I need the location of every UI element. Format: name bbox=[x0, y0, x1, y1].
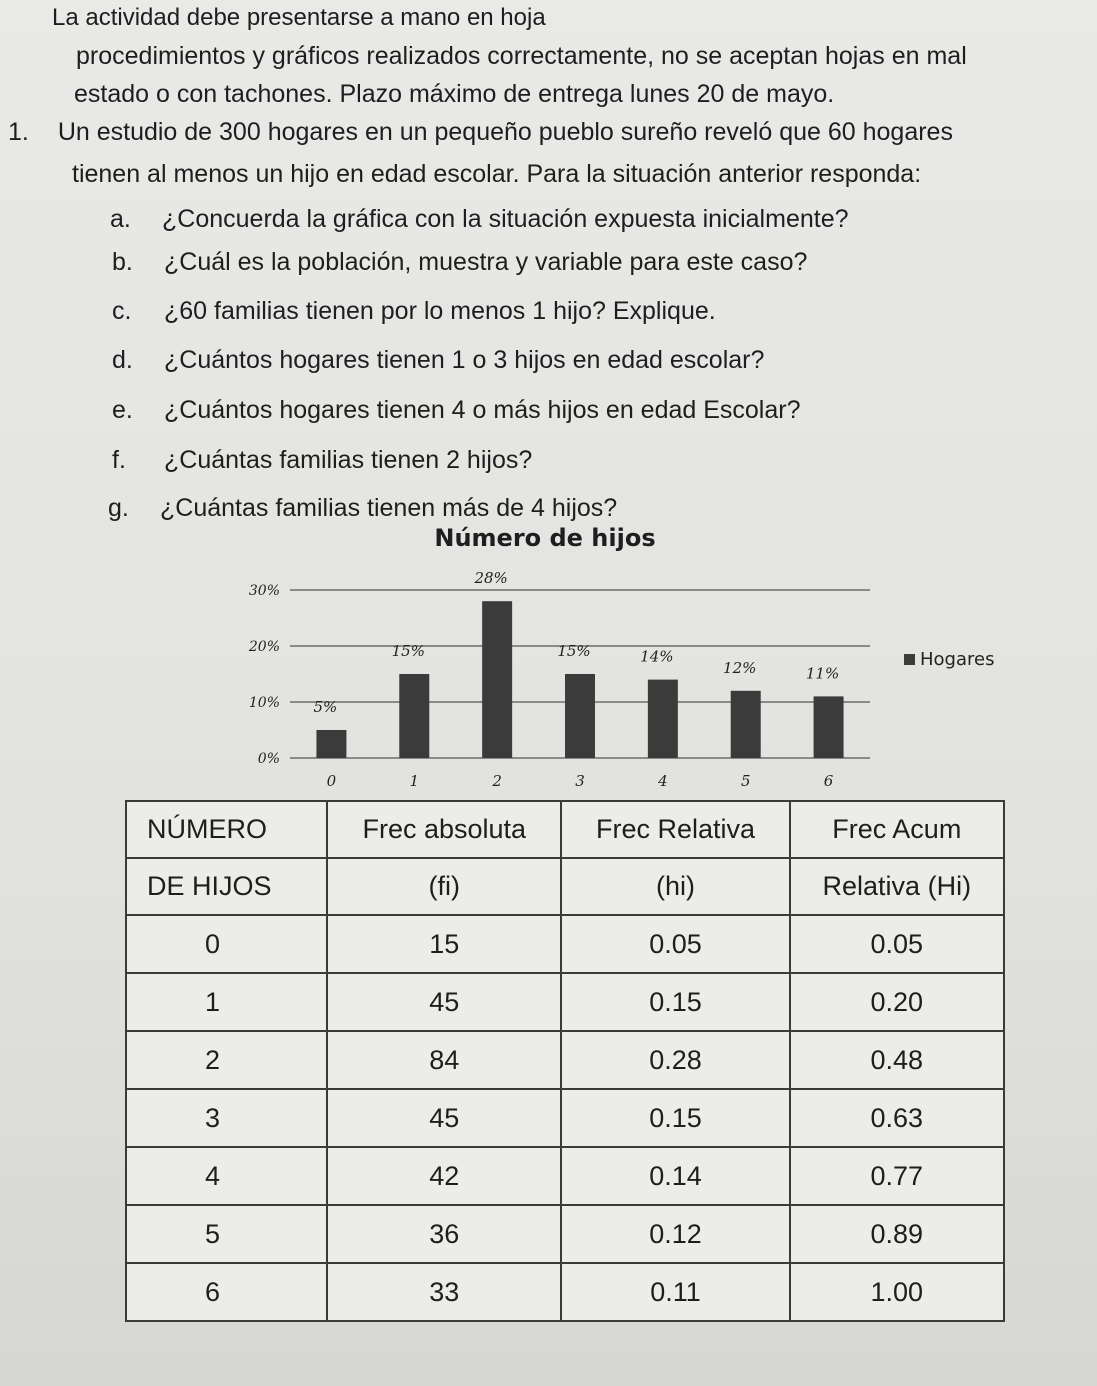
data-label: 14% bbox=[640, 647, 674, 666]
header-relativa-hi: Relativa (Hi) bbox=[790, 858, 1004, 915]
question-text: ¿Cuántas familias tienen 2 hijos? bbox=[164, 446, 533, 474]
table-row bbox=[126, 1263, 1004, 1321]
cell-fi: 36 bbox=[327, 1205, 561, 1263]
cell-hijos: 1 bbox=[126, 973, 327, 1031]
table-row bbox=[126, 1205, 1004, 1263]
x-tick-label: 2 bbox=[492, 772, 502, 790]
question-label: g. bbox=[108, 494, 129, 522]
question-text: ¿Cuántas familias tienen más de 4 hijos? bbox=[160, 494, 618, 522]
data-label: 12% bbox=[723, 658, 757, 677]
question-b bbox=[112, 248, 807, 277]
cell-hijos: 4 bbox=[126, 1147, 327, 1205]
x-tick-label: 5 bbox=[740, 772, 751, 790]
y-tick-label: 10% bbox=[248, 695, 280, 711]
bar-4 bbox=[648, 680, 678, 758]
cell-hi: 0.15 bbox=[561, 1089, 789, 1147]
problem-number: 1. bbox=[8, 118, 29, 146]
table-header-row-1 bbox=[126, 801, 1004, 858]
cell-hijos: 6 bbox=[126, 1263, 327, 1321]
legend-swatch bbox=[904, 654, 915, 665]
cell-Hi: 0.05 bbox=[790, 915, 1004, 973]
question-label: d. bbox=[112, 346, 133, 374]
cell-fi: 15 bbox=[327, 915, 561, 973]
cell-hijos: 0 bbox=[126, 915, 327, 973]
data-label: 15% bbox=[557, 642, 591, 660]
problem-statement-line-2: tienen al menos un hijo en edad escolar. Para la situación anterior responda: bbox=[72, 160, 922, 188]
cell-hi: 0.11 bbox=[561, 1263, 789, 1321]
cell-Hi: 1.00 bbox=[790, 1263, 1004, 1321]
question-label: f. bbox=[112, 446, 126, 474]
question-text: ¿Cuántos hogares tienen 4 o más hijos en edad Escolar? bbox=[164, 396, 801, 424]
header-fi: (fi) bbox=[327, 858, 561, 915]
y-tick-label: 0% bbox=[257, 751, 280, 767]
question-text: ¿60 familias tienen por lo menos 1 hijo? Explique. bbox=[164, 297, 716, 325]
table-row bbox=[126, 915, 1004, 973]
cell-fi: 84 bbox=[327, 1031, 561, 1089]
legend-label: Hogares bbox=[920, 649, 995, 670]
cell-Hi: 0.48 bbox=[790, 1031, 1004, 1089]
x-tick-label: 6 bbox=[823, 772, 834, 790]
cell-Hi: 0.77 bbox=[790, 1147, 1004, 1205]
bar-6 bbox=[814, 696, 844, 758]
cell-Hi: 0.89 bbox=[790, 1205, 1004, 1263]
intro-line-2: procedimientos y gráficos realizados correctamente, no se aceptan hojas en mal bbox=[76, 42, 967, 70]
x-tick-label: 4 bbox=[658, 772, 668, 790]
cell-Hi: 0.63 bbox=[790, 1089, 1004, 1147]
x-tick-label: 3 bbox=[575, 772, 585, 790]
bar-chart-svg bbox=[220, 518, 1020, 798]
cell-hijos: 2 bbox=[126, 1031, 327, 1089]
cell-hi: 0.05 bbox=[561, 915, 789, 973]
data-label: 5% bbox=[313, 698, 338, 716]
cell-hi: 0.28 bbox=[561, 1031, 789, 1089]
question-label: a. bbox=[110, 205, 131, 233]
cell-fi: 45 bbox=[327, 973, 561, 1031]
data-label: 11% bbox=[805, 664, 840, 683]
bar-2 bbox=[482, 601, 512, 758]
question-label: c. bbox=[112, 297, 132, 325]
table-row bbox=[126, 1031, 1004, 1089]
question-a bbox=[110, 205, 849, 234]
cell-hi: 0.12 bbox=[561, 1205, 789, 1263]
question-text: ¿Cuántos hogares tienen 1 o 3 hijos en edad escolar? bbox=[164, 346, 765, 374]
cell-fi: 33 bbox=[327, 1263, 561, 1321]
problem-text-1: Un estudio de 300 hogares en un pequeño pueblo sureño reveló que 60 hogares bbox=[57, 118, 953, 146]
cell-hi: 0.15 bbox=[561, 973, 789, 1031]
table-header-row-2 bbox=[126, 858, 1004, 915]
table-row bbox=[126, 1089, 1004, 1147]
cell-hijos: 5 bbox=[126, 1205, 327, 1263]
intro-line-1: La actividad debe presentarse a mano en hoja bbox=[52, 4, 546, 31]
header-de-hijos: DE HIJOS bbox=[126, 858, 327, 915]
bar-5 bbox=[731, 691, 761, 758]
question-c bbox=[112, 297, 716, 326]
intro-line-3: estado o con tachones. Plazo máximo de entrega lunes 20 de mayo. bbox=[74, 80, 835, 108]
problem-statement-line-1 bbox=[8, 118, 953, 147]
header-frec-relativa: Frec Relativa bbox=[561, 801, 789, 858]
table-row bbox=[126, 1147, 1004, 1205]
header-frec-acum: Frec Acum bbox=[790, 801, 1004, 858]
question-text: ¿Cuál es la población, muestra y variable para este caso? bbox=[164, 248, 808, 276]
question-label: b. bbox=[112, 248, 133, 276]
chart-title: Número de hijos bbox=[434, 524, 656, 552]
question-label: e. bbox=[112, 396, 133, 424]
bar-0 bbox=[316, 730, 346, 758]
cell-fi: 42 bbox=[327, 1147, 561, 1205]
table-row bbox=[126, 973, 1004, 1031]
cell-hijos: 3 bbox=[126, 1089, 327, 1147]
bar-1 bbox=[399, 674, 429, 758]
header-hi: (hi) bbox=[561, 858, 789, 915]
y-tick-label: 20% bbox=[248, 639, 280, 655]
cell-Hi: 0.20 bbox=[790, 973, 1004, 1031]
cell-fi: 45 bbox=[327, 1089, 561, 1147]
data-label: 15% bbox=[391, 642, 425, 660]
x-tick-label: 0 bbox=[326, 772, 337, 790]
question-text: ¿Concuerda la gráfica con la situación expuesta inicialmente? bbox=[162, 205, 849, 233]
bar-3 bbox=[565, 674, 595, 758]
bar-chart bbox=[220, 518, 1020, 798]
question-f bbox=[112, 446, 532, 475]
header-numero: NÚMERO bbox=[126, 801, 327, 858]
x-tick-label: 1 bbox=[409, 772, 420, 790]
question-d bbox=[112, 346, 764, 375]
question-e bbox=[112, 396, 801, 425]
y-tick-label: 30% bbox=[248, 583, 280, 599]
cell-hi: 0.14 bbox=[561, 1147, 789, 1205]
frequency-table bbox=[125, 800, 1005, 1322]
data-label: 28% bbox=[474, 569, 508, 588]
header-frec-absoluta: Frec absoluta bbox=[327, 801, 561, 858]
